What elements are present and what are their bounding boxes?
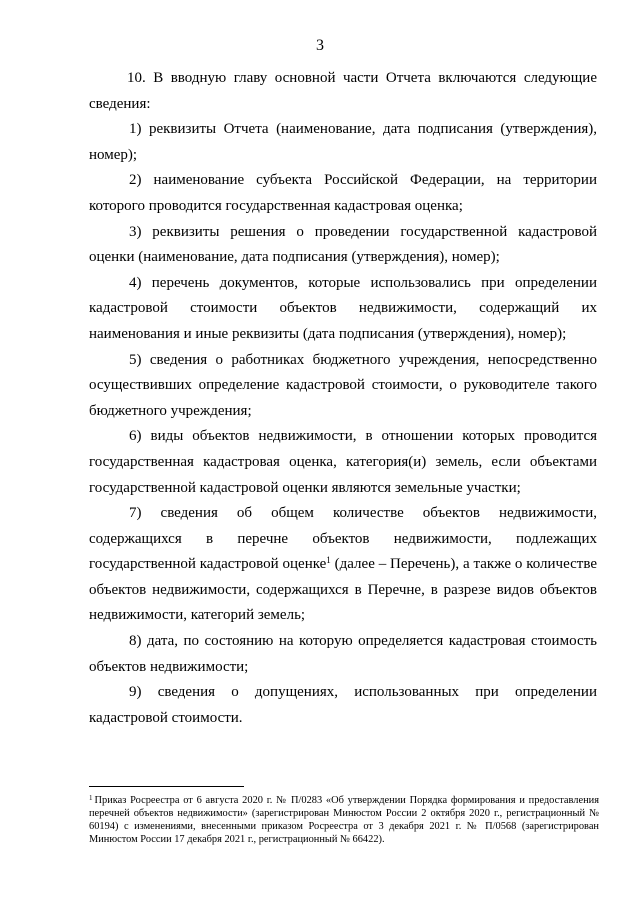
list-item-7-text: 7) сведения об общем количестве объектов недвижимости, содержащихся в перечне объектов недвижимости, подлежащих государственной кадастровой оценке — [89, 505, 597, 573]
list-item-7-text-cont: (далее – Перечень), а также о количестве объектов недвижимости, содержащихся в Перечне, в разрезе видов объектов недвижимости, категорий земель; — [89, 556, 597, 624]
list-item-3: 3) реквизиты решения о проведении государственной кадастровой оценки (наименование, дата подписания (утверждения), номер); — [89, 223, 597, 266]
intro-paragraph: 10. В вводную главу основной части Отчета включаются следующие сведения: — [89, 70, 597, 112]
list-item-7 — [89, 501, 597, 629]
list-item-8: 8) дата, по состоянию на которую определяется кадастровая стоимость объектов недвижимости; — [89, 633, 597, 675]
list-item-2: 2) наименование субъекта Российской Федерации, на территории которого проводится государственная кадастровая оценка; — [89, 172, 597, 214]
document-body — [89, 66, 597, 731]
footnote-text: Приказ Росреестра от 6 августа 2020 г. № П/0283 «Об утверждении Порядка формирования и предоставления перечней объектов недвижимости» (зарегистрирован Минюстом России 2 октября 2020 г., регистрационный № 60194) с изменениями, внесенными приказом Росреестра от 3 декабря 2021 г. № П/0568 (зарегистрирован Минюстом России 17 декабря 2021 г., регистрационный № 66422). — [89, 795, 599, 845]
page-number: 3 — [316, 37, 324, 54]
list-item-5: 5) сведения о работниках бюджетного учреждения, непосредственно осуществивших определение кадастровой стоимости, о руководителе такого бюджетного учреждения; — [89, 351, 597, 419]
footnote-divider — [89, 786, 244, 787]
list-item-1: 1) реквизиты Отчета (наименование, дата подписания (утверждения), номер); — [89, 121, 597, 163]
list-item-6: 6) виды объектов недвижимости, в отношении которых проводится государственная кадастровая оценка, категория(и) земель, если объектами государственной кадастровой оценки являются земельные участки; — [89, 428, 597, 496]
list-item-9: 9) сведения о допущениях, использованных при определении кадастровой стоимости. — [89, 684, 597, 726]
footnote-mark: 1 — [89, 794, 93, 802]
footnote — [89, 794, 599, 846]
list-item-4: 4) перечень документов, которые использовались при определении кадастровой стоимости объектов недвижимости, содержащий их наименования и иные реквизиты (дата подписания (утверждения), номер); — [89, 274, 597, 342]
footnote-reference: 1 — [326, 555, 331, 566]
